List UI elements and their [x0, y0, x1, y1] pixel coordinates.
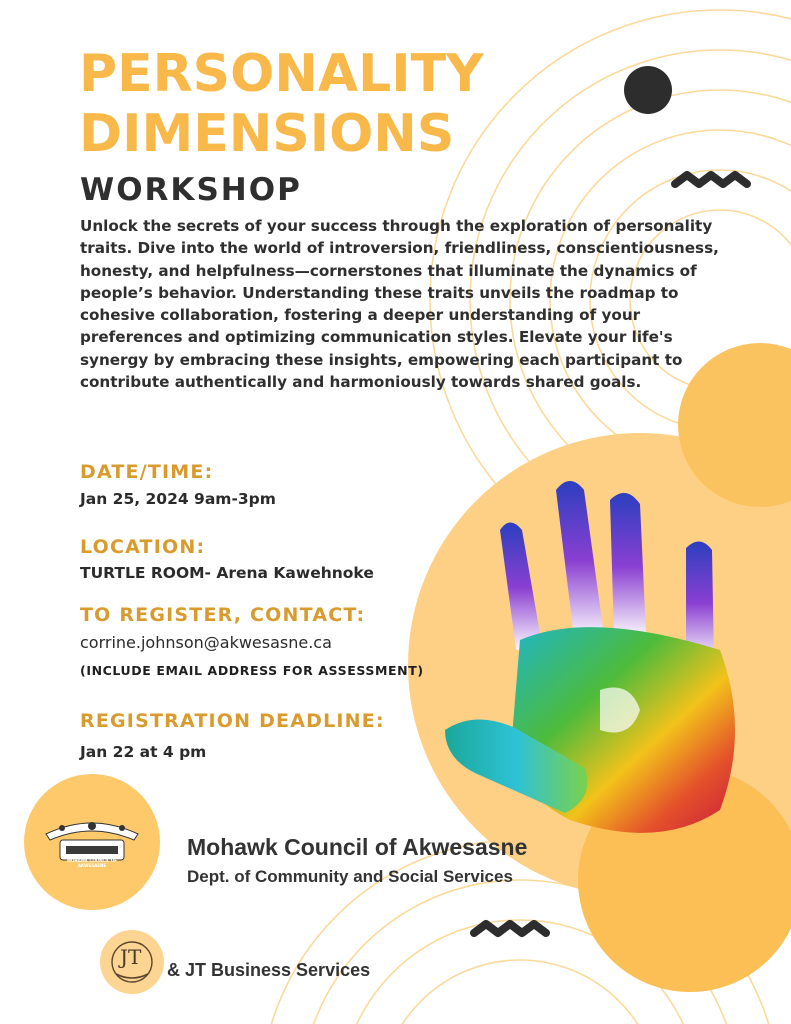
- mca-seal-text: MOHAWK COUNCIL OF AKWESASNE: [67, 858, 117, 868]
- deadline-value: Jan 22 at 4 pm: [80, 743, 207, 761]
- register-note: (INCLUDE EMAIL ADDRESS FOR ASSESSMENT): [80, 663, 424, 678]
- organization-name: Mohawk Council of Akwesasne: [187, 834, 528, 860]
- organization-dept: Dept. of Community and Social Services: [187, 867, 513, 886]
- jt-logo-text: JT: [120, 945, 142, 969]
- register-email[interactable]: corrine.johnson@akwesasne.ca: [80, 633, 332, 652]
- date-time-value: Jan 25, 2024 9am-3pm: [80, 490, 276, 508]
- dark-dot: [624, 66, 672, 114]
- title-line-2: DIMENSIONS: [79, 104, 455, 164]
- date-time-label: DATE/TIME:: [80, 461, 214, 483]
- zigzag-top: [675, 175, 747, 184]
- location-value: TURTLE ROOM- Arena Kawehnoke: [80, 564, 374, 582]
- title-line-1: PERSONALITY: [79, 44, 484, 104]
- location-label: LOCATION:: [80, 536, 206, 558]
- zigzag-bottom: [474, 924, 546, 933]
- description: Unlock the secrets of your success through the exploration of personality traits. Dive into the world of introversion, friendliness, conscientiousness, honesty, and helpfulness—cornerstones that illuminate the dynamics of people’s behavior. Understanding these traits unveils the roadmap to cohesive collaboration, fostering a deeper understanding of your preferences and optimizing communication styles. Elevate your life's synergy by embracing these insights, empowering each participant to contribute authentically and harmoniously towards shared goals.: [80, 217, 719, 392]
- deadline-label: REGISTRATION DEADLINE:: [80, 710, 385, 732]
- partner-name: & JT Business Services: [167, 960, 371, 980]
- subtitle: WORKSHOP: [80, 172, 302, 208]
- register-label: TO REGISTER, CONTACT:: [80, 604, 366, 626]
